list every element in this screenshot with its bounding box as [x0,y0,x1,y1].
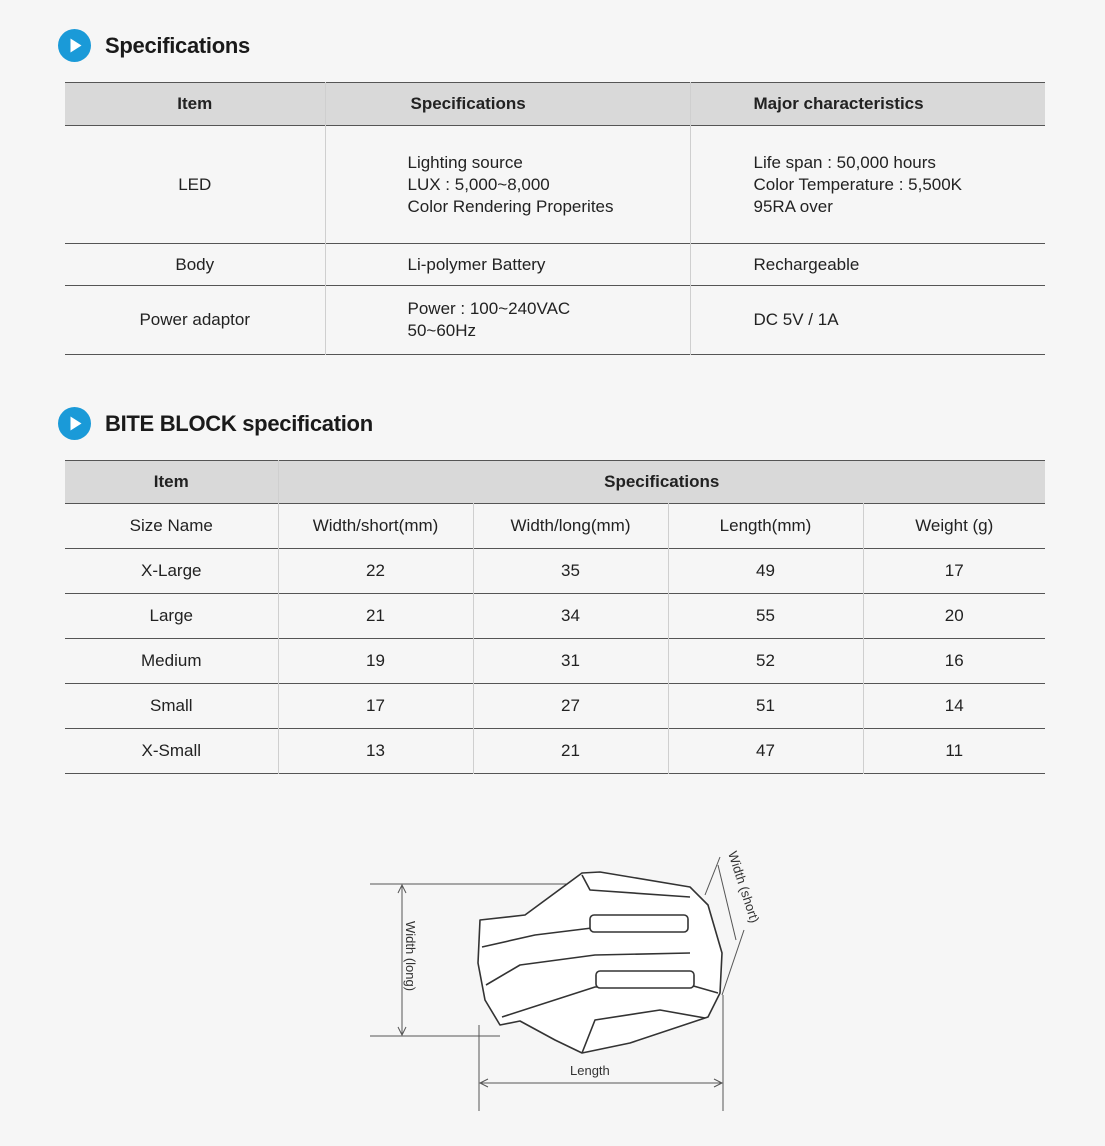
sub-header-length: Length(mm) [668,504,863,549]
cell-weight: 20 [944,606,964,625]
major-line: Rechargeable [753,254,860,274]
cell-weight: 17 [944,561,964,580]
cell-major [690,244,1045,286]
table-row [65,549,1045,594]
cell-length: 51 [668,684,863,729]
section-title-bite-block [58,407,373,440]
cell-width-long: 35 [473,549,668,594]
major-line: Life span : 50,000 hours [753,152,936,172]
cell-spec [325,244,690,286]
bite-block-shape [478,872,722,1053]
cell-size: Small [65,684,278,729]
cell-size: X-Large [65,549,278,594]
cell-weight: 11 [945,741,964,760]
cell-length: 47 [668,729,863,774]
cell-length: 55 [668,594,863,639]
major-line: DC 5V / 1A [753,310,839,329]
cell-width-long: 21 [473,729,668,774]
table-row [65,729,1045,774]
section-title-text: BITE BLOCK specification [105,410,373,436]
major-line: 95RA over [753,196,833,216]
cell-size: Medium [65,639,278,684]
cell-item: LED [65,126,325,244]
label-length: Length [570,1063,610,1078]
cell-width-short: 22 [278,549,473,594]
spec-line: Li-polymer Battery [407,254,546,274]
table-row [65,684,1045,729]
cell-major [690,286,1045,355]
bite-block-dimension-diagram [360,835,780,1125]
cell-weight: 16 [944,651,964,670]
extension-line [705,857,720,895]
col-header-major-characteristics: Major characteristics [690,83,1045,126]
cell-size: Large [65,594,278,639]
cell-width-long: 34 [473,594,668,639]
label-width-long: Width (long) [403,921,418,992]
cell-width-long: 31 [473,639,668,684]
cell-width-short: 13 [278,729,473,774]
cell-width-short: 21 [278,594,473,639]
major-line: Color Temperature : 5,500K [753,174,963,194]
table-row [65,594,1045,639]
cell-width-short: 19 [278,639,473,684]
table-header-row [65,461,1045,504]
table-row [65,639,1045,684]
spec-line: LUX : 5,000~8,000 [407,174,550,194]
play-bullet-icon [58,29,91,62]
extension-line [722,930,744,995]
cell-length: 49 [668,549,863,594]
table-header-row [65,83,1045,126]
cell-spec [325,286,690,355]
sub-header-weight: Weight (g) [915,516,994,535]
cell-width-long: 27 [473,684,668,729]
sub-header-row [65,504,1045,549]
label-width-short: Width (short) [725,849,763,925]
col-header-specifications: Specifications [325,83,690,126]
spec-line: Power : 100~240VAC [407,299,571,318]
play-bullet-icon [58,407,91,440]
section-title-text: Specifications [105,32,250,58]
cell-item: Power adaptor [65,286,325,355]
bite-block-table [65,460,1045,774]
col-header-item: Item [65,461,278,504]
sub-header-width-long: Width/long(mm) [473,504,668,549]
sub-header-width-short: Width/short(mm) [278,504,473,549]
specifications-table [65,82,1045,355]
cell-length: 52 [668,639,863,684]
col-header-item: Item [65,83,325,126]
cell-item: Body [65,244,325,286]
section-title-specifications [58,29,250,62]
cell-size: X-Small [65,729,278,774]
table-row-power-adaptor [65,286,1045,355]
table-row-led [65,126,1045,244]
spec-line: Lighting source [407,152,523,172]
cell-weight: 14 [944,696,964,715]
cell-width-short: 17 [278,684,473,729]
cell-major [690,126,1045,244]
sub-header-size-name: Size Name [65,504,278,549]
spec-line: Color Rendering Properites [407,196,614,216]
table-row-body [65,244,1045,286]
col-header-specifications: Specifications [278,461,1045,504]
cell-spec [325,126,690,244]
spec-line: 50~60Hz [407,321,477,340]
